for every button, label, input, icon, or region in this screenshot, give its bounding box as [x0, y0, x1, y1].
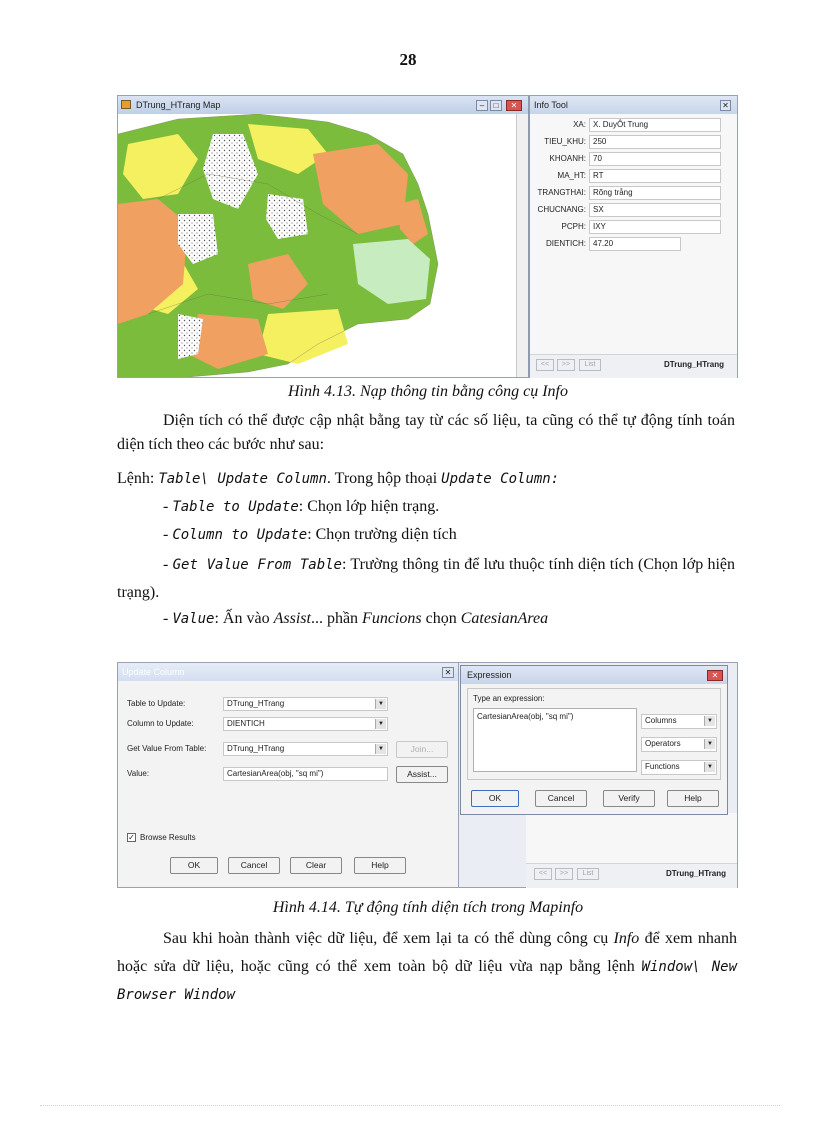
bullet-2-term: Column to Update	[172, 527, 308, 543]
paragraph-1	[117, 409, 735, 457]
browse-results-checkbox[interactable]: ✓	[128, 833, 135, 842]
close-icon[interactable]: ✕	[506, 100, 522, 111]
bullet-3-term: Get Value From Table	[172, 557, 342, 573]
info-field-ma-ht[interactable]: RT	[589, 169, 721, 183]
bullet-4-text1: : Ấn vào	[214, 610, 274, 627]
paragraph-2-info: Info	[613, 930, 640, 947]
info-label-dientich: DIENTICH:	[546, 239, 586, 248]
column-to-update-label: Column to Update:	[127, 719, 194, 728]
info-close-icon[interactable]: ✕	[720, 100, 731, 111]
bullet-dash: -	[163, 498, 173, 515]
map-scrollbar[interactable]	[516, 114, 528, 377]
expression-verify-button[interactable]: Verify	[603, 790, 655, 807]
bullet-4-func: Funcions	[362, 610, 422, 627]
info-field-xa[interactable]: X. DuyÔt Trung	[589, 118, 721, 132]
info-list-button-behind[interactable]: List	[577, 868, 599, 880]
paragraph-2	[117, 925, 737, 1009]
info-field-tieu-khu[interactable]: 250	[589, 135, 721, 149]
bullet-get-value	[117, 551, 735, 607]
bullet-1-text: : Chọn lớp hiện trạng.	[298, 498, 440, 515]
update-ok-button[interactable]: OK	[170, 857, 218, 874]
info-label-chucnang: CHUCNANG:	[537, 205, 586, 214]
info-next-button[interactable]: >>	[557, 359, 575, 371]
table-to-update-select[interactable]	[223, 697, 388, 711]
info-next-button-behind[interactable]: >>	[555, 868, 573, 880]
expression-titlebar[interactable]	[461, 666, 727, 684]
paragraph-2-text-1: Sau khi hoàn thành việc dữ liệu, để xem lại ta có thể dùng công cụ	[163, 930, 614, 947]
operators-select[interactable]	[641, 737, 717, 752]
expression-dialog	[460, 665, 728, 815]
info-field-khoanh[interactable]: 70	[589, 152, 721, 166]
command-mid: . Trong hộp thoại	[326, 470, 442, 487]
update-help-button[interactable]: Help	[354, 857, 406, 874]
expression-title: Expression	[467, 670, 512, 680]
info-field-dientich[interactable]: 47.20	[589, 237, 681, 251]
page-number: 28	[399, 50, 417, 69]
bullet-dash: -	[163, 610, 173, 627]
expression-help-button[interactable]: Help	[667, 790, 719, 807]
figure-4-13	[117, 95, 738, 378]
info-label-xa: XA:	[573, 120, 586, 129]
get-value-label: Get Value From Table:	[127, 744, 207, 753]
update-column-titlebar[interactable]	[118, 663, 458, 681]
value-input[interactable]: CartesianArea(obj, "sq mi")	[223, 767, 388, 781]
command-prefix: Lệnh:	[117, 470, 159, 487]
columns-select[interactable]	[641, 714, 717, 729]
expression-close-icon[interactable]: ✕	[707, 670, 723, 681]
column-to-update-value: DIENTICH	[227, 719, 265, 728]
maximize-icon[interactable]: □	[490, 100, 502, 111]
update-cancel-button[interactable]: Cancel	[228, 857, 280, 874]
figure-4-14-caption: Hình 4.14. Tự động tính diện tích trong Mapinfo	[272, 899, 584, 916]
value-label: Value:	[127, 769, 150, 778]
paragraph-2-text-2: để xem nhanh hoặc sửa dữ liệu, hoặc cũng có thể xem toàn bộ dữ liệu vừa nạp bằng lệnh	[117, 930, 737, 975]
minimize-icon[interactable]: –	[476, 100, 488, 111]
bullet-value	[163, 607, 735, 631]
bullet-4-assist: Assist	[273, 610, 311, 627]
expression-textarea[interactable]: CartesianArea(obj, "sq mi")	[473, 708, 637, 772]
paragraph-1-text: Diện tích có thể được cập nhật bằng tay từ các số liệu, ta cũng có thể tự động tính toán diện tích theo các bước như sau:	[117, 412, 735, 453]
table-to-update-value: DTrung_HTrang	[227, 699, 285, 708]
columns-label: Columns	[645, 716, 677, 725]
functions-select[interactable]	[641, 760, 717, 775]
info-field-pcph[interactable]: IXY	[589, 220, 721, 234]
bullet-table-to-update	[163, 495, 735, 519]
browse-results-label: Browse Results	[140, 833, 196, 842]
map-window-title: DTrung_HTrang Map	[136, 100, 221, 110]
update-column-dialog	[118, 663, 459, 887]
join-button[interactable]: Join...	[396, 741, 448, 758]
assist-button[interactable]: Assist...	[396, 766, 448, 783]
update-column-close-icon[interactable]: ✕	[442, 667, 454, 678]
paragraph-2-command: Window\ New Browser Window	[117, 959, 737, 1003]
operators-label: Operators	[645, 739, 681, 748]
expression-prompt: Type an expression:	[473, 694, 545, 703]
command-name: Table\ Update Column	[158, 471, 327, 487]
figure-4-13-caption: Hình 4.13. Nạp thông tin bằng công cụ Info	[288, 383, 568, 400]
command-dialog: Update Column:	[441, 471, 560, 487]
bullet-4-text2: ... phần	[310, 610, 363, 627]
info-layer-name-behind: DTrung_HTrang	[665, 869, 726, 878]
info-label-khoanh: KHOANH:	[549, 154, 586, 163]
info-label-pcph: PCPH:	[561, 222, 586, 231]
table-to-update-label: Table to Update:	[127, 699, 186, 708]
map-window-titlebar[interactable]	[118, 96, 528, 114]
figure-4-14	[117, 662, 738, 888]
info-label-tieu-khu: TIEU_KHU:	[544, 137, 586, 146]
info-layer-name: DTrung_HTrang	[663, 360, 724, 369]
bullet-dash: -	[163, 556, 173, 573]
chevron-down-icon[interactable]: ▼	[704, 762, 715, 772]
info-label-ma-ht: MA_HT:	[557, 171, 586, 180]
map-window	[118, 96, 528, 377]
info-tool-window	[528, 96, 737, 377]
functions-label: Functions	[645, 762, 680, 771]
info-label-trangthai: TRANGTHAI:	[537, 188, 586, 197]
update-column-title: Update Column	[122, 667, 185, 677]
get-value-value: DTrung_HTrang	[227, 744, 285, 753]
update-clear-button[interactable]: Clear	[290, 857, 342, 874]
info-prev-button-behind[interactable]: <<	[534, 868, 552, 880]
info-field-trangthai[interactable]: Rõng trång	[589, 186, 721, 200]
info-prev-button[interactable]: <<	[536, 359, 554, 371]
bullet-2-text: : Chọn trường diện tích	[307, 526, 457, 543]
chevron-down-icon[interactable]: ▼	[375, 699, 386, 709]
get-value-select[interactable]	[223, 742, 388, 756]
bullet-4-text3: chọn	[421, 610, 461, 627]
expression-ok-button[interactable]: OK	[471, 790, 519, 807]
column-to-update-select[interactable]	[223, 717, 388, 731]
chevron-down-icon[interactable]: ▼	[375, 719, 386, 729]
info-tool-window-behind	[526, 813, 737, 887]
info-field-chucnang[interactable]: SX	[589, 203, 721, 217]
chevron-down-icon[interactable]: ▼	[375, 744, 386, 754]
map-window-icon	[121, 100, 131, 109]
chevron-down-icon[interactable]: ▼	[704, 716, 715, 726]
expression-cancel-button[interactable]: Cancel	[535, 790, 587, 807]
bullet-column-to-update	[163, 523, 735, 547]
command-line	[117, 467, 735, 491]
info-tool-titlebar[interactable]	[530, 96, 737, 114]
info-list-button[interactable]: List	[579, 359, 601, 371]
bullet-3-text: : Trường thông tin để lưu thuộc tính diện tích (Chọn lớp hiện trạng).	[117, 556, 736, 601]
bullet-4-term: Value	[172, 611, 215, 627]
bullet-1-term: Table to Update	[172, 499, 299, 515]
bullet-4-area: CatesianArea	[460, 610, 549, 627]
footer-rule	[40, 1105, 780, 1106]
info-tool-title: Info Tool	[534, 100, 568, 110]
chevron-down-icon[interactable]: ▼	[704, 739, 715, 749]
map-canvas[interactable]	[118, 114, 528, 377]
bullet-dash: -	[163, 526, 173, 543]
